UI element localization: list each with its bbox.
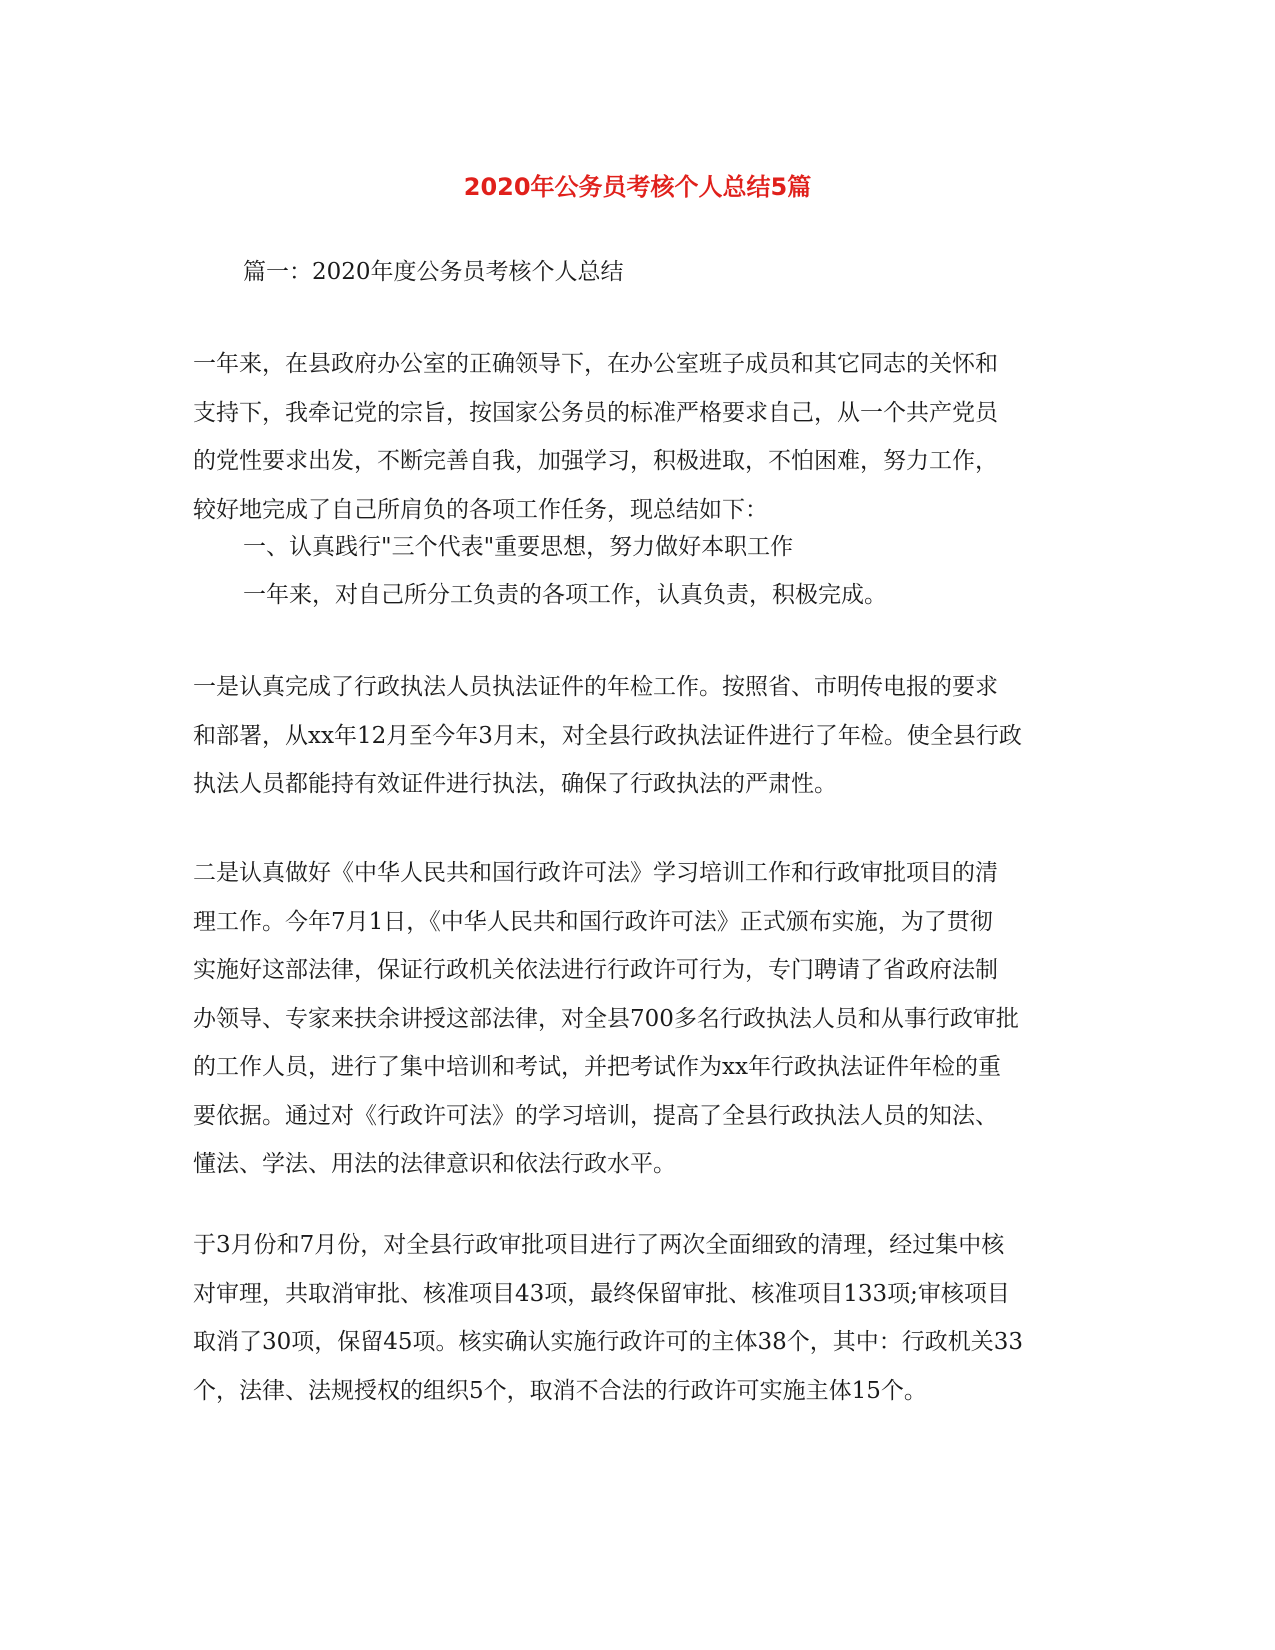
paragraph-line: 支持下，我牵记党的宗旨，按国家公务员的标准严格要求自己，从一个共产党员 (193, 399, 998, 426)
paragraph-line: 懂法、学法、用法的法律意识和依法行政水平。 (193, 1151, 676, 1177)
subheading-one-text: 一年来，对自己所分工负责的各项工作，认真负责，积极完成。 (243, 582, 887, 608)
paragraph-line: 于3月份和7月份，对全县行政审批项目进行了两次全面细致的清理，经过集中核 (193, 1232, 1005, 1258)
paragraph-line: 办领导、专家来扶余讲授这部法律，对全县700多名行政执法人员和从事行政审批 (193, 1005, 1019, 1032)
paragraph-line: 二是认真做好《中华人民共和国行政许可法》学习培训工作和行政审批项目的清 (193, 860, 998, 886)
document-title: 2020年公务员考核个人总结5篇 (463, 173, 812, 201)
paragraph-line: 对审理，共取消审批、核准项目43项，最终保留审批、核准项目133项;审核项目 (193, 1280, 1010, 1307)
paragraph-two (193, 849, 1083, 1189)
section-heading: 篇一：2020年度公务员考核个人总结 (243, 259, 624, 285)
paragraph-line: 和部署，从xx年12月至今年3月末，对全县行政执法证件进行了年检。使全县行政 (193, 722, 1022, 749)
paragraph-line: 执法人员都能持有效证件进行执法，确保了行政执法的严肃性。 (193, 771, 837, 797)
paragraph-intro (193, 340, 1083, 534)
paragraph-line: 一是认真完成了行政执法人员执法证件的年检工作。按照省、市明传电报的要求 (193, 674, 998, 700)
subheading-one: 一、认真践行"三个代表"重要思想，努力做好本职工作 (243, 534, 794, 560)
paragraph-line: 取消了30项，保留45项。核实确认实施行政许可的主体38个，其中：行政机关33 (193, 1329, 1024, 1355)
paragraph-three (193, 1221, 1083, 1415)
paragraph-one (193, 663, 1083, 809)
paragraph-line: 较好地完成了自己所肩负的各项工作任务，现总结如下： (193, 496, 768, 523)
paragraph-line: 理工作。今年7月1日，《中华人民共和国行政许可法》正式颁布实施，为了贯彻 (193, 908, 993, 935)
paragraph-line: 一年来，在县政府办公室的正确领导下，在办公室班子成员和其它同志的关怀和 (193, 351, 998, 377)
paragraph-line: 要依据。通过对《行政许可法》的学习培训，提高了全县行政执法人员的知法、 (193, 1102, 998, 1129)
paragraph-line: 个，法律、法规授权的组织5个，取消不合法的行政许可实施主体15个。 (193, 1377, 927, 1404)
paragraph-line: 的工作人员，进行了集中培训和考试，并把考试作为xx年行政执法证件年检的重 (193, 1054, 1001, 1080)
paragraph-line: 实施好这部法律，保证行政机关依法进行行政许可行为，专门聘请了省政府法制 (193, 957, 998, 983)
paragraph-line: 的党性要求出发，不断完善自我，加强学习，积极进取，不怕困难，努力工作， (193, 448, 998, 474)
